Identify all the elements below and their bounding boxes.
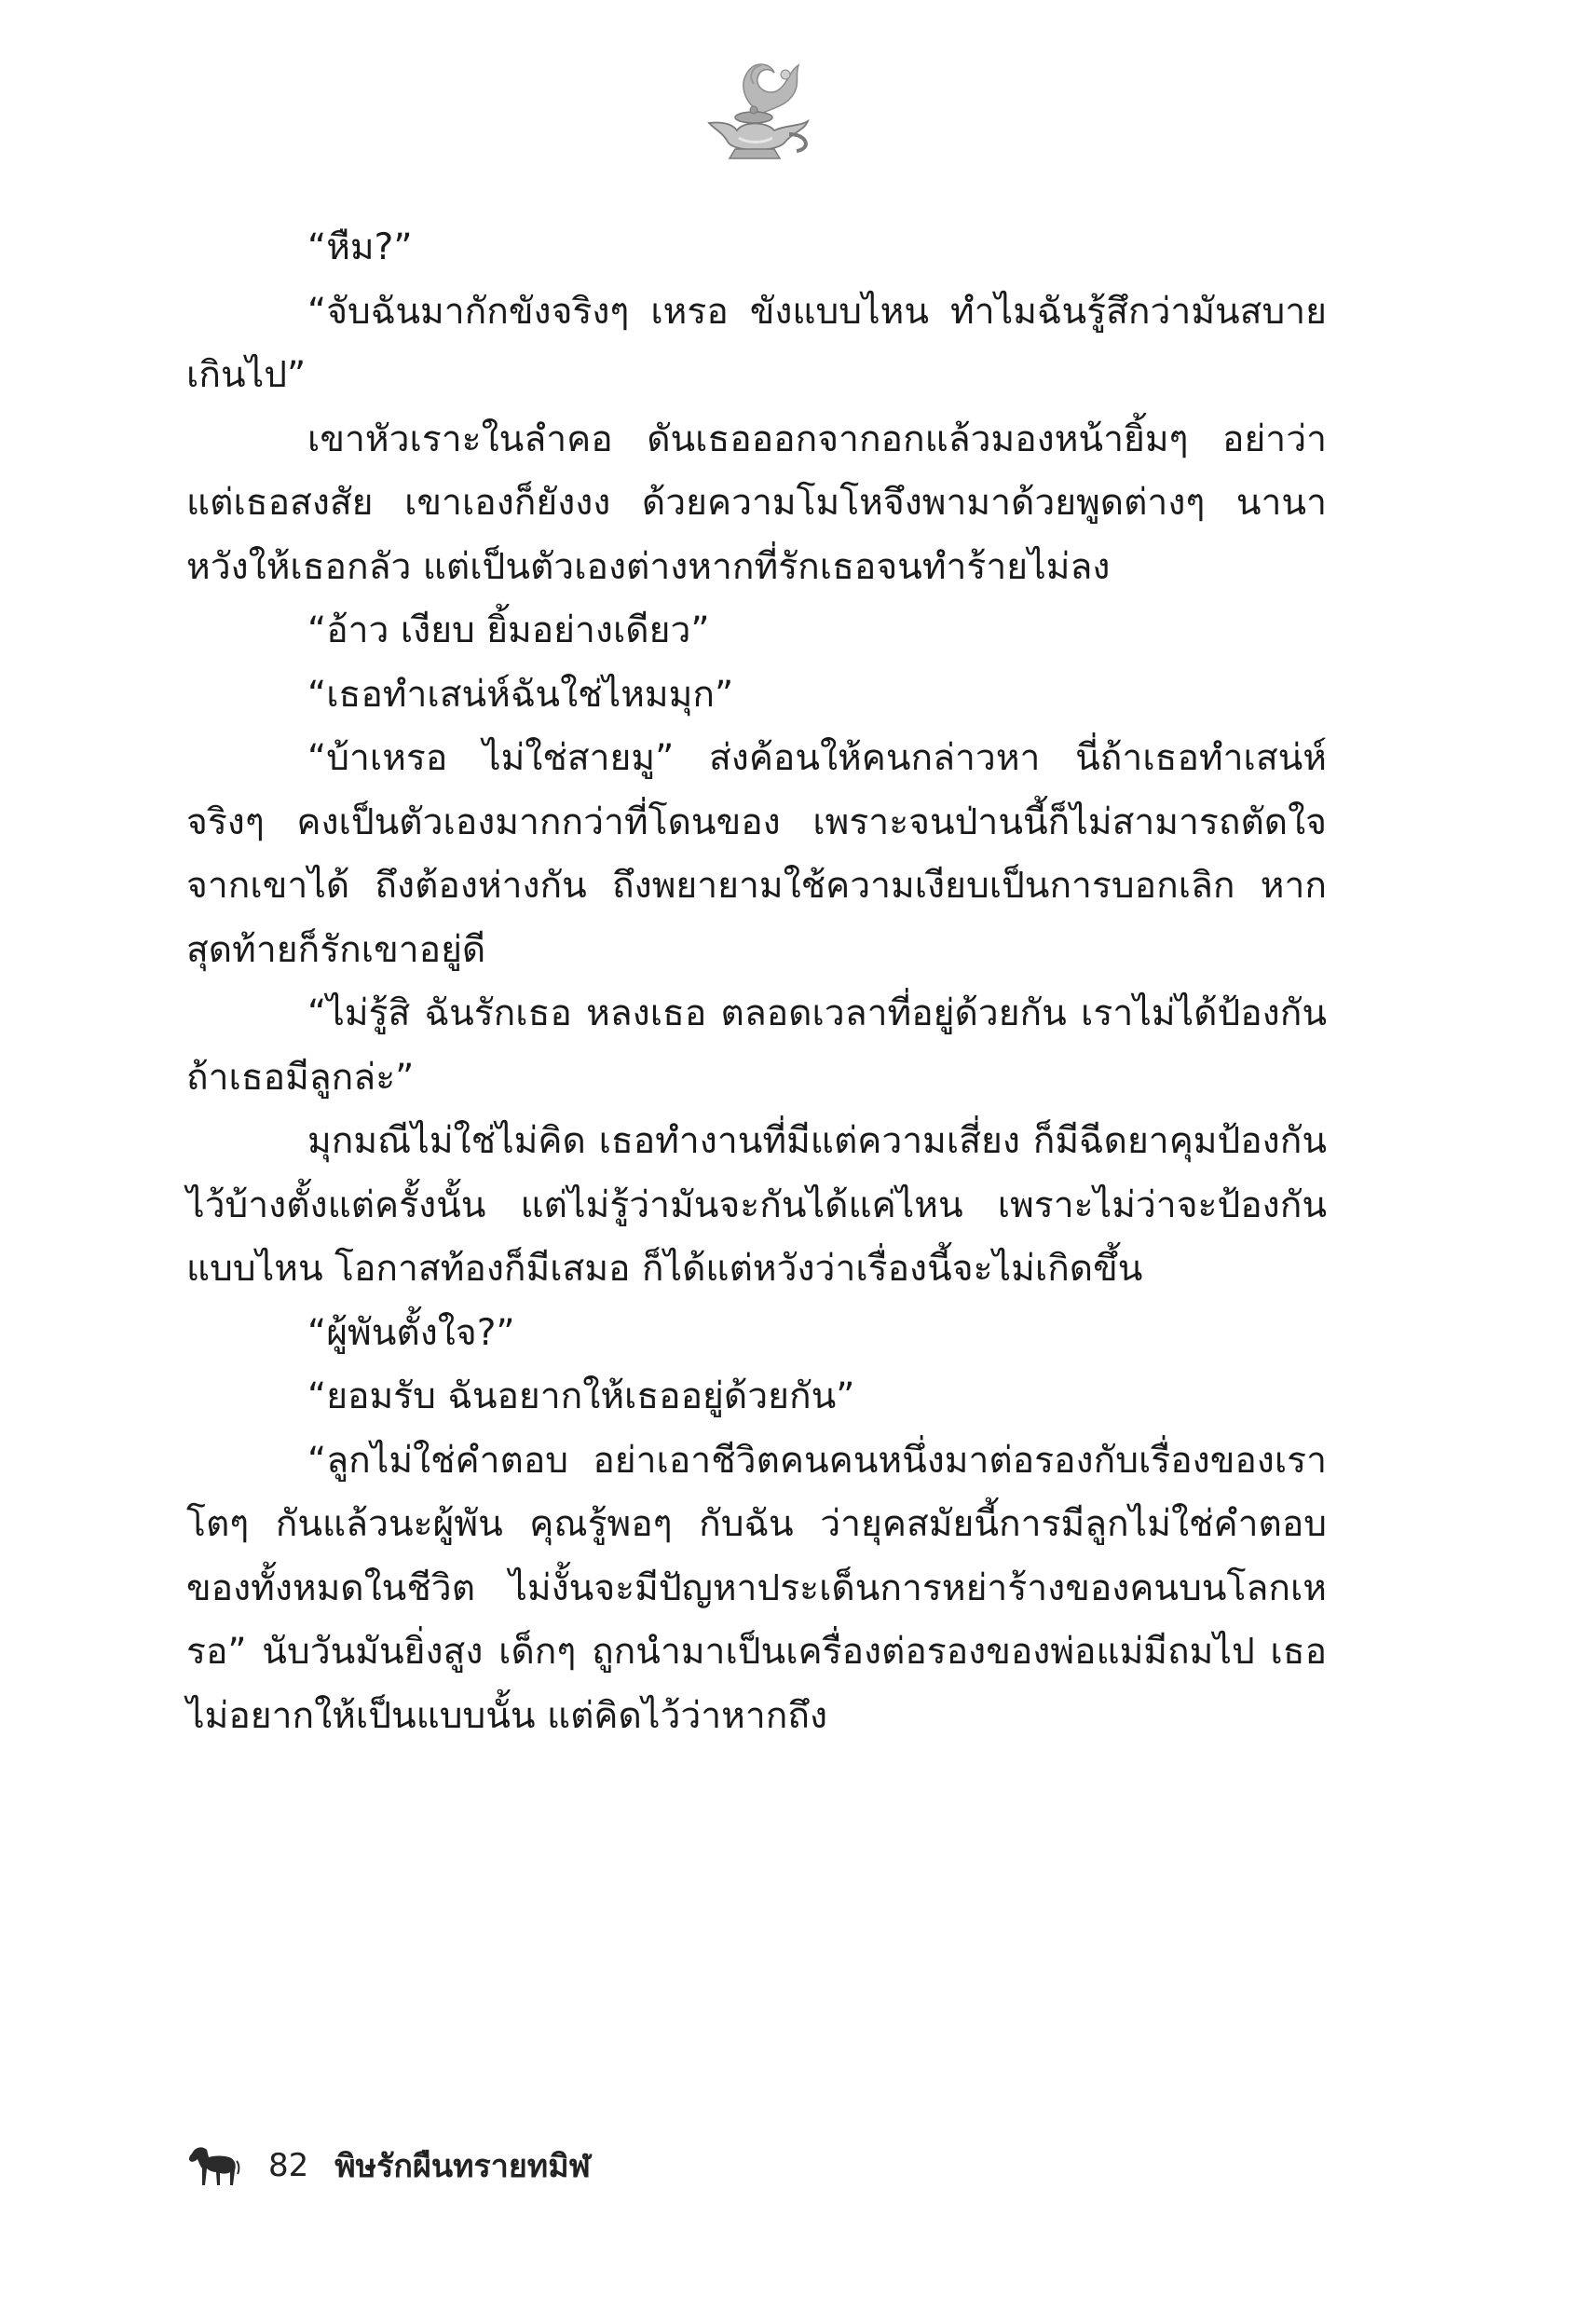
horse-icon xyxy=(186,2142,240,2189)
page-number: 82 xyxy=(268,2147,309,2184)
paragraph: “ยอมรับ ฉันอยากให้เธออยู่ด้วยกัน” xyxy=(307,1375,855,1417)
magic-lamp-icon xyxy=(696,56,823,166)
paragraph: “จับฉันมากักขังจริงๆ เหรอ ขังแบบไหน ทำไมฉันรู้สึกว่ามันสบายเกินไป” xyxy=(186,290,1327,396)
paragraph: “หืม?” xyxy=(307,226,413,268)
page-footer xyxy=(186,2138,591,2194)
paragraph: “ผู้พันตั้งใจ?” xyxy=(307,1311,515,1354)
paragraph: เขาหัวเราะในลำคอ ดันเธอออกจากอกแล้วมองหน้ายิ้มๆ อย่าว่าแต่เธอสงสัย เขาเองก็ยังงง ด้วยความโมโหจึงพามาด้วยพูดต่างๆ นานาหวังให้เธอกลัว แต่เป็นตัวเองต่างหากที่รักเธอจนทำร้ายไม่ลง xyxy=(186,417,1327,588)
paragraph: “เธอทำเสน่ห์ฉันใช่ไหมมุก” xyxy=(307,673,734,716)
body-text xyxy=(186,216,1327,1748)
paragraph: “บ้าเหรอ ไม่ใช่สายมู” ส่งค้อนให้คนกล่าวหา นี่ถ้าเธอทำเสน่ห์จริงๆ คงเป็นตัวเองมากกว่าที่โดนของ เพราะจนป่านนี้ก็ไม่สามารถตัดใจจากเขาได้ ถึงต้องห่างกัน ถึงพยายามใช้ความเงียบเป็นการบอกเลิก หากสุดท้ายก็รักเขาอยู่ดี xyxy=(186,737,1327,971)
paragraph: “อ้าว เงียบ ยิ้มอย่างเดียว” xyxy=(307,609,710,651)
paragraph: “ลูกไม่ใช่คำตอบ อย่าเอาชีวิตคนคนหนึ่งมาต่อรองกับเรื่องของเรา โตๆ กันแล้วนะผู้พัน คุณรู้พอๆ กับฉัน ว่ายุคสมัยนี้การมีลูกไม่ใช่คำตอบของทั้งหมดในชีวิต ไม่งั้นจะมีปัญหาประเด็นการหย่าร้างของคนบนโลกเหรอ” นับวันมันยิ่งสูง เด็กๆ ถูกนำมาเป็นเครื่องต่อรองของพ่อแม่มีถมไป เธอไม่อยากให้เป็นแบบนั้น แต่คิดไว้ว่าหากถึง xyxy=(186,1439,1327,1737)
paragraph: มุกมณีไม่ใช่ไม่คิด เธอทำงานที่มีแต่ความเสี่ยง ก็มีฉีดยาคุมป้องกันไว้บ้างตั้งแต่ครั้งนั้น แต่ไม่รู้ว่ามันจะกันได้แค่ไหน เพราะไม่ว่าจะป้องกันแบบไหน โอกาสท้องก็มีเสมอ ก็ได้แต่หวังว่าเรื่องนี้จะไม่เกิดขึ้น xyxy=(186,1120,1327,1290)
paragraph: “ไม่รู้สิ ฉันรักเธอ หลงเธอ ตลอดเวลาที่อยู่ด้วยกัน เราไม่ได้ป้องกัน ถ้าเธอมีลูกล่ะ” xyxy=(186,992,1327,1099)
book-title: พิษรักผืนทรายทมิฬ xyxy=(334,2148,591,2185)
